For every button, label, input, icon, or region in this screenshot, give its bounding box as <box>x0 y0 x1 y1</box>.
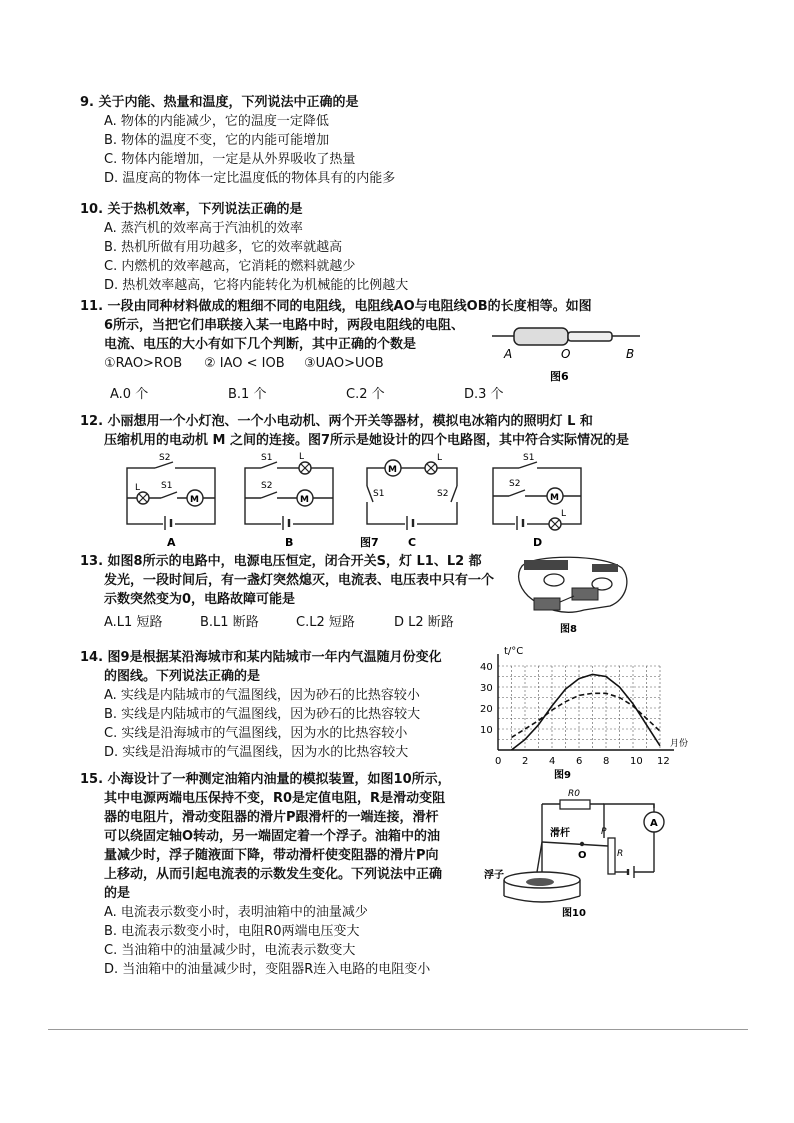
option-a: A. 实线是内陆城市的气温图线，因为砂石的比热容较小 <box>104 688 420 703</box>
figure-7-circuits <box>115 450 595 550</box>
question-stem-line: 上移动，从而引起电流表的示数发生变化。下列说法中正确 <box>104 867 443 882</box>
circuit-c <box>363 453 461 549</box>
question-stem-line: 11. 一段由同种材料做成的粗细不同的电阻线，电阻线AO与电阻线OB的长度相等。如图 <box>80 299 592 314</box>
resistor-label: R <box>617 849 624 859</box>
float-label: 浮子 <box>484 870 504 881</box>
option-b: B.1 个 <box>228 387 267 402</box>
figure-9-temperature-chart <box>474 640 694 782</box>
option-b: B.L1 断路 <box>200 615 259 630</box>
y-tick-label: 10 <box>480 725 493 736</box>
ammeter-label: A <box>650 818 658 829</box>
option-d: D. 热机效率越高，它将内能转化为机械能的比例越大 <box>104 278 409 293</box>
x-axis-label: 月份 <box>670 739 689 749</box>
question-stem-line: 可以绕固定轴O转动，另一端固定着一个浮子。油箱中的油 <box>104 829 441 844</box>
pivot-label: O <box>578 850 587 861</box>
option-c: C. 内燃机的效率越高，它消耗的燃料就越少 <box>104 259 356 274</box>
r0-label: R0 <box>568 789 580 799</box>
option-c: C. 物体内能增加，一定是从外界吸收了热量 <box>104 152 356 167</box>
judgement-3: ③UAO>UOB <box>304 356 384 371</box>
judgement-2: ② IAO < IOB <box>204 356 285 371</box>
figure-caption: 图8 <box>560 624 577 635</box>
option-c: C.2 个 <box>346 387 385 402</box>
option-d: D L2 断路 <box>394 615 454 630</box>
option-c: C. 实线是沿海城市的气温图线，因为水的比热容较小 <box>104 726 408 741</box>
question-stem-line: 14. 图9是根据某沿海城市和某内陆城市一年内气温随月份变化 <box>80 650 442 665</box>
figure-caption: 图9 <box>554 770 571 781</box>
switch-label: S2 <box>437 489 449 499</box>
option-d: D. 实线是沿海城市的气温图线，因为水的比热容较大 <box>104 745 409 760</box>
x-tick-label: 0 <box>495 756 502 767</box>
circuit-a <box>127 453 215 549</box>
question-stem-line: 15. 小海设计了一种测定油箱内油量的模拟装置，如图10所示， <box>80 772 451 787</box>
question-stem-line: 器的电阻片，滑动变阻器的滑片P跟滑杆的一端连接，滑杆 <box>104 810 439 825</box>
label-o: O <box>561 347 571 361</box>
option-a: A. 电流表示数变小时，表明油箱中的油量减少 <box>104 905 368 920</box>
x-tick-label: 6 <box>576 756 583 767</box>
option-d: D. 当油箱中的油量减少时，变阻器R连入电路的电阻变小 <box>104 962 431 977</box>
option-c: C. 当油箱中的油量减少时，电流表示数变大 <box>104 943 356 958</box>
circuit-label: B <box>285 536 294 549</box>
label-b: B <box>626 347 635 361</box>
motor-label: M <box>388 465 397 475</box>
x-tick-label: 12 <box>657 756 670 767</box>
motor-label: M <box>550 493 559 503</box>
judgement-1: ①RAO>ROB <box>104 356 183 371</box>
x-tick-label: 4 <box>549 756 556 767</box>
figure-caption: 图7 <box>360 536 379 549</box>
option-b: B. 电流表示数变小时，电阻R0两端电压变大 <box>104 924 360 939</box>
switch-label: S2 <box>261 481 273 491</box>
y-axis-label: t/°C <box>504 646 524 657</box>
lamp-label: L <box>299 452 305 462</box>
question-stem-line: 电流、电压的大小有如下几个判断，其中正确的个数是 <box>104 337 417 352</box>
switch-label: S1 <box>373 489 385 499</box>
x-tick-label: 10 <box>630 756 643 767</box>
slider-label: P <box>601 827 607 837</box>
option-b: B. 热机所做有用功越多，它的效率就越高 <box>104 240 343 255</box>
page-divider <box>48 1029 748 1030</box>
question-stem-line: 的是 <box>104 886 131 901</box>
figure-6-resistance-wire <box>490 322 650 384</box>
lamp-label: L <box>437 453 443 463</box>
lamp-label: L <box>561 509 567 519</box>
y-tick-label: 30 <box>480 683 493 694</box>
question-12 <box>80 412 700 450</box>
circuit-d <box>493 453 581 549</box>
question-stem-line: 发光，一段时间后，有一盏灯突然熄灭，电流表、电压表中只有一个 <box>104 573 495 588</box>
x-tick-label: 2 <box>522 756 529 767</box>
question-stem-line: 12. 小丽想用一个小灯泡、一个小电动机、两个开关等器材，模拟电冰箱内的照明灯 L 和 <box>80 414 593 429</box>
circuit-label: C <box>408 536 417 549</box>
figure-8-circuit-photo <box>514 550 634 636</box>
circuit-label: A <box>167 536 176 549</box>
question-stem-line: 示数突然变为0，电路故障可能是 <box>104 592 296 607</box>
switch-label: S1 <box>261 453 273 463</box>
circuit-b <box>245 452 333 549</box>
switch-label: S1 <box>523 453 535 463</box>
lamp-label: L <box>135 483 141 493</box>
option-a: A. 蒸汽机的效率高于汽油机的效率 <box>104 221 303 236</box>
slider-rod-label: 滑杆 <box>550 828 570 839</box>
question-stem-line: 其中电源两端电压保持不变，R0是定值电阻，R是滑动变阻 <box>104 791 446 806</box>
option-c: C.L2 短路 <box>296 615 355 630</box>
figure-caption: 图6 <box>550 370 569 383</box>
question-9 <box>80 93 700 188</box>
figure-10-oil-gauge <box>484 786 674 922</box>
switch-label: S1 <box>161 481 173 491</box>
y-tick-label: 40 <box>480 662 493 673</box>
option-a: A. 物体的内能减少，它的温度一定降低 <box>104 114 329 129</box>
question-stem-line: 压缩机用的电动机 M 之间的连接。图7所示是她设计的四个电路图，其中符合实际情况的是 <box>104 433 630 448</box>
y-tick-label: 20 <box>480 704 493 715</box>
question-stem: 10. 关于热机效率，下列说法正确的是 <box>80 202 303 217</box>
question-10 <box>80 200 700 295</box>
switch-label: S2 <box>509 479 521 489</box>
question-stem-line: 13. 如图8所示的电路中，电源电压恒定，闭合开关S，灯 L1、L2 都 <box>80 554 482 569</box>
option-b: B. 实线是内陆城市的气温图线，因为砂石的比热容较大 <box>104 707 421 722</box>
motor-label: M <box>190 495 199 505</box>
motor-label: M <box>300 495 309 505</box>
question-stem: 9. 关于内能、热量和温度，下列说法中正确的是 <box>80 95 359 110</box>
option-a: A.0 个 <box>110 387 149 402</box>
circuit-label: D <box>533 536 543 549</box>
option-d: D. 温度高的物体一定比温度低的物体具有的内能多 <box>104 171 396 186</box>
question-stem-line: 量减少时，浮子随液面下降，带动滑杆使变阻器的滑片P向 <box>104 848 439 863</box>
figure-caption: 图10 <box>562 908 586 919</box>
series-line-1 <box>512 674 661 750</box>
option-a: A.L1 短路 <box>104 615 163 630</box>
x-tick-label: 8 <box>603 756 610 767</box>
label-a: A <box>504 347 513 361</box>
option-d: D.3 个 <box>464 387 504 402</box>
question-stem-line: 6所示，当把它们串联接入某一电路中时，两段电阻线的电阻、 <box>104 318 465 333</box>
question-stem-line: 的图线。下列说法正确的是 <box>104 669 261 684</box>
option-b: B. 物体的温度不变，它的内能可能增加 <box>104 133 330 148</box>
switch-label: S2 <box>159 453 171 463</box>
